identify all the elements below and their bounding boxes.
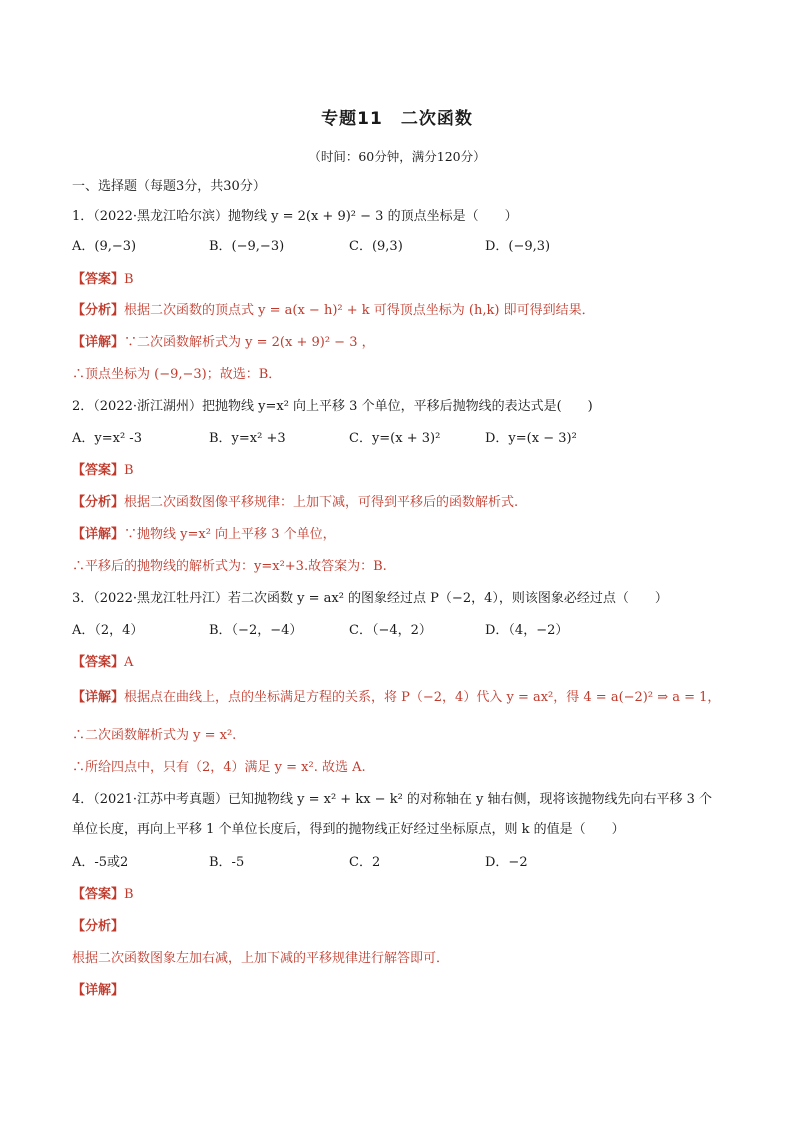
question-4-stem-line-1: 4．（2021·江苏中考真题）已知抛物线 y = x² + kx − k² 的对称轴在 y 轴右侧，现将该抛物线先向右平移 3 个 — [72, 792, 713, 807]
question-2-analysis — [72, 494, 518, 512]
detail-tag: 【详解】 — [72, 983, 125, 998]
question-3-answer — [72, 654, 133, 672]
analysis-tag: 【分析】 — [72, 303, 125, 318]
question-4-analysis-text: 根据二次函数图象左加右减，上加下减的平移规律进行解答即可． — [72, 951, 450, 966]
detail-text: ∵二次函数解析式为 y = 2(x + 9)² − 3 ， — [124, 335, 375, 350]
question-3-detail — [72, 689, 720, 707]
detail-tag: 【详解】 — [72, 690, 125, 705]
analysis-text: 根据二次函数的顶点式 y = a(x − h)² + k 可得顶点坐标为 (h,k) 即可得到结果． — [124, 303, 595, 318]
option-d: D．（4，−2） — [485, 623, 569, 638]
question-2-answer — [72, 462, 134, 480]
question-1-analysis — [72, 302, 595, 320]
question-4-stem-line-2: 单位长度，再向上平移 1 个单位长度后，得到的抛物线正好经过坐标原点，则 k 的值是（ ） — [72, 822, 625, 837]
question-3-function: ∴二次函数解析式为 y = x². — [72, 728, 237, 743]
option-a: A．y=x² -3 — [72, 431, 142, 446]
question-1-options — [72, 238, 722, 256]
answer-value: B — [124, 463, 134, 478]
answer-tag: 【答案】 — [72, 463, 125, 478]
answer-value: B — [124, 887, 134, 902]
detail-tag: 【详解】 — [72, 335, 125, 350]
answer-tag: 【答案】 — [72, 655, 125, 670]
page-title: 专题11 二次函数 — [321, 109, 473, 129]
option-a: A．(9,−3) — [72, 239, 137, 254]
option-b: B．(−9,−3) — [209, 239, 285, 254]
question-2-options — [72, 430, 722, 448]
detail-tag: 【详解】 — [72, 527, 125, 542]
option-d: D．(−9,3) — [485, 239, 551, 254]
option-a: A．（2，4） — [72, 623, 144, 638]
question-3-options — [72, 622, 722, 640]
answer-tag: 【答案】 — [72, 272, 125, 287]
question-4-answer — [72, 886, 134, 904]
analysis-tag: 【分析】 — [72, 495, 125, 510]
question-2-stem: 2．（2022·浙江湖州）把抛物线 y=x² 向上平移 3 个单位，平移后抛物线的表达式是( ) — [72, 399, 593, 414]
exam-time-score: （时间：60分钟，满分120分） — [308, 149, 486, 164]
answer-tag: 【答案】 — [72, 887, 125, 902]
question-1-answer — [72, 271, 134, 289]
question-2-detail — [72, 526, 336, 544]
question-1-stem: 1．（2022·黑龙江哈尔滨）抛物线 y = 2(x + 9)² − 3 的顶点坐标是（ ） — [72, 209, 518, 224]
option-b: B．-5 — [209, 855, 245, 870]
option-a: A．-5或2 — [72, 855, 129, 870]
answer-value: B — [124, 272, 134, 287]
answer-value: A — [124, 655, 134, 670]
option-d: D．y=(x − 3)² — [485, 431, 577, 446]
option-c: C．y=(x + 3)² — [349, 431, 441, 446]
question-2-conclusion: ∴平移后的抛物线的解析式为：y=x²+3.故答案为：B. — [72, 559, 387, 574]
question-3-conclusion: ∴所给四点中，只有（2，4）满足 y = x². 故选 A. — [72, 760, 366, 775]
question-3-stem: 3．（2022·黑龙江牡丹江）若二次函数 y = ax² 的图象经过点 P（−2，4），则该图象必经过点（ ） — [72, 591, 668, 606]
question-1-detail — [72, 334, 375, 352]
option-d: D．−2 — [485, 855, 528, 870]
option-b: B．y=x² +3 — [209, 431, 286, 446]
section-heading: 一、选择题（每题3分，共30分） — [72, 179, 266, 194]
detail-text: 根据点在曲线上，点的坐标满足方程的关系，将 P（−2，4）代入 y = ax²，得 4 = a(−2)² ⇒ a = 1， — [124, 690, 721, 705]
detail-text: ∵抛物线 y=x² 向上平移 3 个单位， — [124, 527, 336, 542]
analysis-text: 根据二次函数图像平移规律：上加下减，可得到平移后的函数解析式. — [124, 495, 519, 510]
analysis-tag: 【分析】 — [72, 919, 125, 934]
question-4-options — [72, 854, 722, 872]
option-c: C．2 — [349, 855, 381, 870]
option-c: C．(9,3) — [349, 239, 403, 254]
question-1-conclusion: ∴顶点坐标为 (−9,−3)；故选：B． — [72, 367, 282, 382]
option-b: B．（−2，−4） — [209, 623, 303, 638]
question-4-detail-tag — [72, 982, 124, 1000]
option-c: C．（−4，2） — [349, 623, 432, 638]
question-4-analysis-tag — [72, 918, 124, 936]
